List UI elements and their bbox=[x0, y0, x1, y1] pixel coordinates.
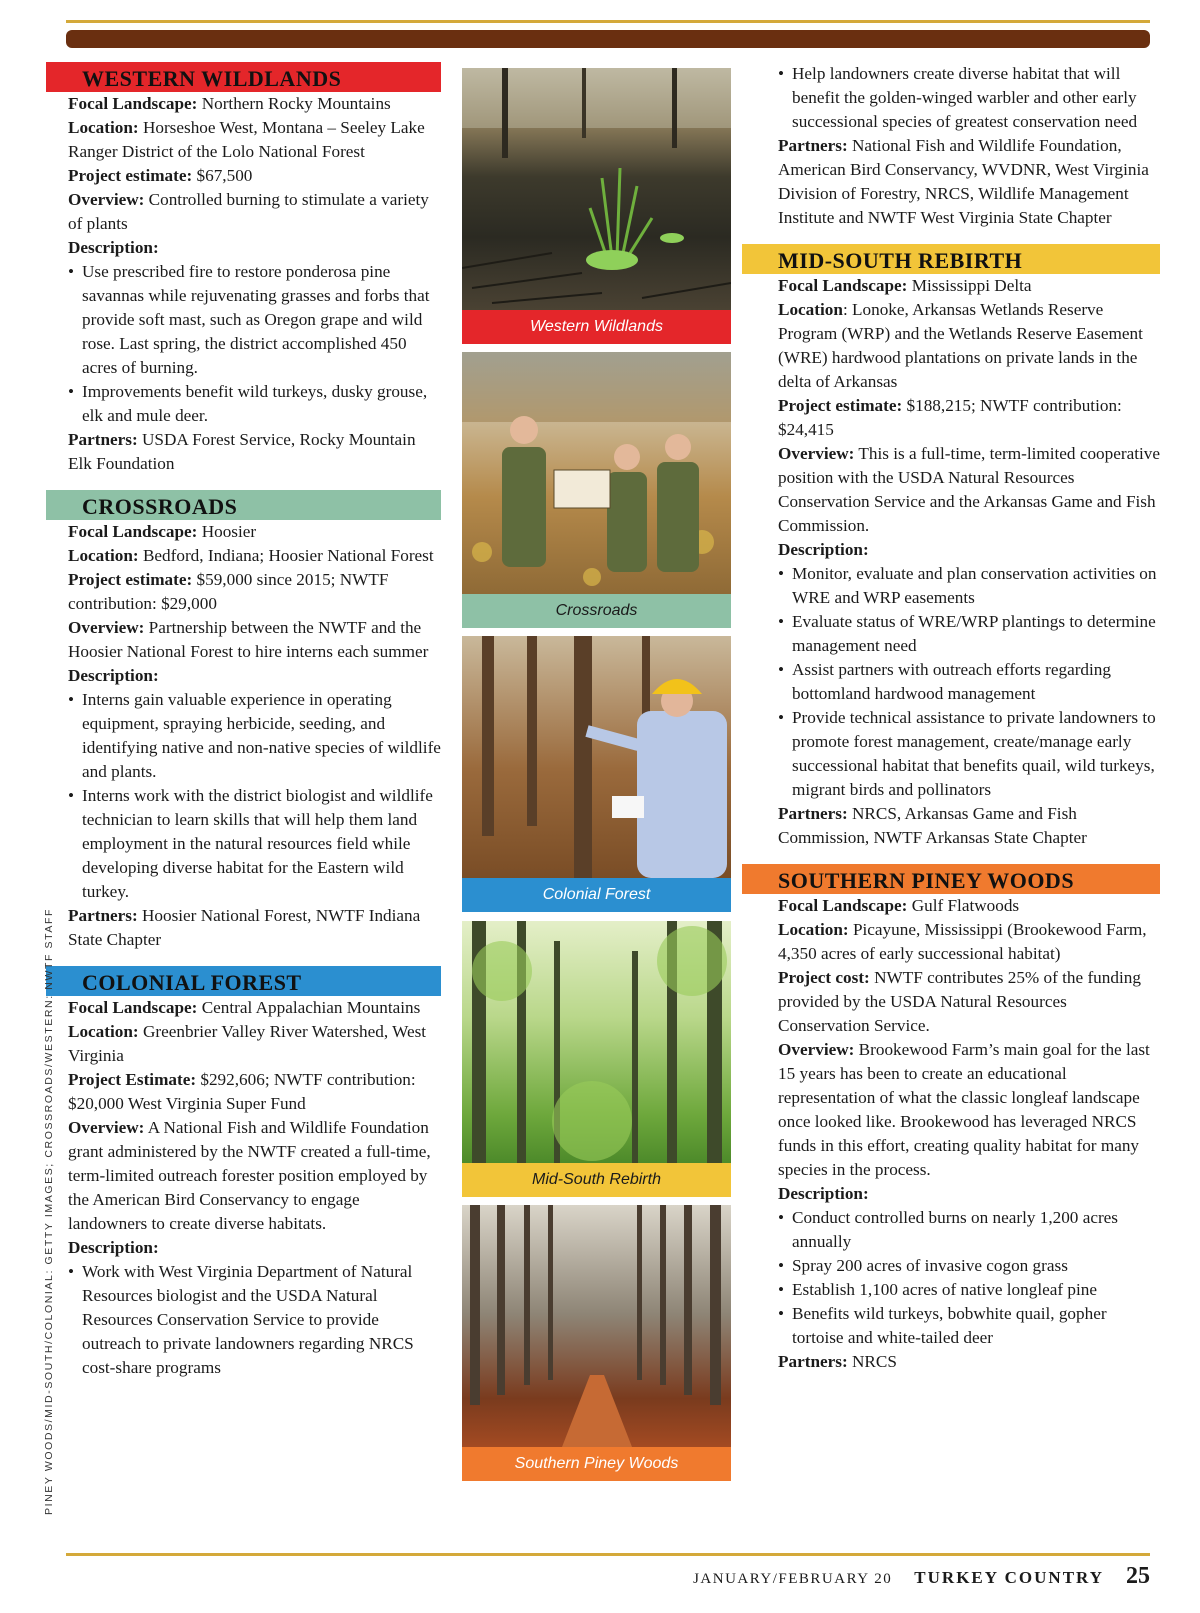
overview: Overview: This is a full-time, term-limited cooperative position with the USDA Natural Resources Conservation Service and the Arkansas Game and Fish Commission. bbox=[778, 444, 1160, 535]
interns-in-field-icon bbox=[462, 352, 731, 594]
list-item: • Assist partners with outreach efforts regarding bottomland hardwood management bbox=[778, 658, 1160, 706]
partners: Partners: NRCS, Arkansas Game and Fish Commission, NWTF Arkansas State Chapter bbox=[778, 804, 1087, 847]
description-label: Description: bbox=[68, 666, 159, 685]
description-list bbox=[68, 688, 441, 904]
description-label: Description: bbox=[778, 540, 869, 559]
burned-ground-sprouts-icon bbox=[462, 68, 731, 310]
focal-landscape: Focal Landscape: Mississippi Delta bbox=[778, 276, 1032, 295]
magazine-name: TURKEY COUNTRY bbox=[914, 1568, 1104, 1587]
photo-image bbox=[462, 1205, 731, 1447]
list-item: • Conduct controlled burns on nearly 1,200 acres annually bbox=[778, 1206, 1160, 1254]
list-item: • Help landowners create diverse habitat that will benefit the golden-winged warbler and other early successional species of greatest conservation need bbox=[778, 62, 1160, 134]
photo-crossroads bbox=[462, 352, 731, 628]
section-title-southern-piney-woods: SOUTHERN PINEY WOODS bbox=[742, 864, 1160, 894]
crossroads-body bbox=[46, 520, 441, 952]
photo-caption: Mid-South Rebirth bbox=[462, 1163, 731, 1197]
focal-landscape: Focal Landscape: Hoosier bbox=[68, 522, 257, 541]
page-footer bbox=[693, 1563, 1150, 1590]
pine-rows-icon bbox=[462, 1205, 731, 1447]
overview: Overview: Partnership between the NWTF and the Hoosier National Forest to hire interns each summer bbox=[68, 618, 429, 661]
partners: Partners: National Fish and Wildlife Foundation, American Bird Conservancy, WVDNR, West Virginia Division of Forestry, NRCS, Wildlife Management Institute and NWTF West Virginia State Chapter bbox=[778, 136, 1149, 227]
project-estimate: Project estimate: $67,500 bbox=[68, 166, 253, 185]
overview: Overview: Brookewood Farm’s main goal for the last 15 years has been to create an educational representation of what the classic longleaf landscape once looked like. Brookewood has leveraged NRCS funds in this effort, creating quality habitat for many species in the process. bbox=[778, 1040, 1150, 1179]
top-gold-rule bbox=[66, 20, 1150, 23]
description-list bbox=[68, 1260, 441, 1380]
right-column bbox=[760, 62, 1160, 1374]
section-title-mid-south-rebirth: MID-SOUTH REBIRTH bbox=[742, 244, 1160, 274]
photo-image bbox=[462, 68, 731, 310]
photo-mid-south-rebirth bbox=[462, 921, 731, 1197]
left-column bbox=[46, 62, 441, 1380]
list-item: • Work with West Virginia Department of Natural Resources biologist and the USDA Natural Resources Conservation Service to provide outreach to private landowners regarding NRCS cost-share programs bbox=[68, 1260, 441, 1380]
overview: Overview: A National Fish and Wildlife Foundation grant administered by the NWTF created a full-time, term-limited outreach forester position employed by the American Bird Conservancy to engage landowners to create diverse habitats. bbox=[68, 1118, 431, 1233]
green-forest-icon bbox=[462, 921, 731, 1163]
forester-with-tree-icon bbox=[462, 636, 731, 878]
description-list bbox=[68, 260, 441, 428]
colonial-forest-continued bbox=[760, 62, 1160, 230]
description-list bbox=[778, 1206, 1160, 1350]
photo-southern-piney-woods bbox=[462, 1205, 731, 1481]
list-item: • Establish 1,100 acres of native longleaf pine bbox=[778, 1278, 1160, 1302]
photo-image bbox=[462, 636, 731, 878]
location: Location: Greenbrier Valley River Watershed, West Virginia bbox=[68, 1022, 427, 1065]
colonial-forest-body bbox=[46, 996, 441, 1380]
photo-caption: Colonial Forest bbox=[462, 878, 731, 912]
description-label: Description: bbox=[778, 1184, 869, 1203]
focal-landscape: Focal Landscape: Central Appalachian Mountains bbox=[68, 998, 421, 1017]
photo-colonial-forest bbox=[462, 636, 731, 912]
section-title-western-wildlands: WESTERN WILDLANDS bbox=[46, 62, 441, 92]
location: Location: Horseshoe West, Montana – Seeley Lake Ranger District of the Lolo National Forest bbox=[68, 118, 425, 161]
partners: Partners: USDA Forest Service, Rocky Mountain Elk Foundation bbox=[68, 430, 416, 473]
page-number: 25 bbox=[1126, 1563, 1150, 1589]
mid-south-rebirth-body bbox=[760, 274, 1160, 850]
photo-credit: PINEY WOODS/MID-SOUTH/COLONIAL: GETTY IMAGES; CROSSROADS/WESTERN: NWTF STAFF bbox=[43, 908, 55, 1515]
partners: Partners: Hoosier National Forest, NWTF Indiana State Chapter bbox=[68, 906, 421, 949]
western-wildlands-body bbox=[46, 92, 441, 476]
photo-caption: Western Wildlands bbox=[462, 310, 731, 344]
issue-date: JANUARY/FEBRUARY 20 bbox=[693, 1571, 893, 1587]
focal-landscape: Focal Landscape: Northern Rocky Mountains bbox=[68, 94, 391, 113]
project-estimate: Project estimate: $188,215; NWTF contribution: $24,415 bbox=[778, 396, 1122, 439]
photo-image bbox=[462, 921, 731, 1163]
location: Location: Bedford, Indiana; Hoosier National Forest bbox=[68, 546, 434, 565]
list-item: • Improvements benefit wild turkeys, dusky grouse, elk and mule deer. bbox=[68, 380, 441, 428]
description-list bbox=[778, 62, 1160, 134]
project-cost: Project cost: NWTF contributes 25% of the funding provided by the USDA Natural Resources Conservation Service. bbox=[778, 968, 1141, 1035]
bottom-gold-rule bbox=[66, 1553, 1150, 1556]
list-item: • Evaluate status of WRE/WRP plantings to determine management need bbox=[778, 610, 1160, 658]
location: Location: Picayune, Mississippi (Brookewood Farm, 4,350 acres of early successional habitat) bbox=[778, 920, 1147, 963]
partners: Partners: NRCS bbox=[778, 1352, 897, 1371]
list-item: • Monitor, evaluate and plan conservation activities on WRE and WRP easements bbox=[778, 562, 1160, 610]
list-item: • Use prescribed fire to restore ponderosa pine savannas while rejuvenating grasses and forbs that provide soft mast, such as Oregon grape and wild rose. Last spring, the district accomplished 450 acres of burning. bbox=[68, 260, 441, 380]
overview: Overview: Controlled burning to stimulate a variety of plants bbox=[68, 190, 429, 233]
location: Location: Lonoke, Arkansas Wetlands Reserve Program (WRP) and the Wetlands Reserve Easement (WRE) hardwood plantations on private lands in the delta of Arkansas bbox=[778, 300, 1143, 391]
project-estimate: Project Estimate: $292,606; NWTF contribution: $20,000 West Virginia Super Fund bbox=[68, 1070, 416, 1113]
list-item: • Spray 200 acres of invasive cogon grass bbox=[778, 1254, 1160, 1278]
photo-caption: Crossroads bbox=[462, 594, 731, 628]
project-estimate: Project estimate: $59,000 since 2015; NWTF contribution: $29,000 bbox=[68, 570, 389, 613]
description-label: Description: bbox=[68, 238, 159, 257]
focal-landscape: Focal Landscape: Gulf Flatwoods bbox=[778, 896, 1020, 915]
list-item: • Benefits wild turkeys, bobwhite quail, gopher tortoise and white-tailed deer bbox=[778, 1302, 1160, 1350]
list-item: • Interns gain valuable experience in operating equipment, spraying herbicide, seeding, and identifying native and non-native species of wildlife and plants. bbox=[68, 688, 441, 784]
photo-western-wildlands bbox=[462, 68, 731, 344]
description-list bbox=[778, 562, 1160, 802]
section-title-crossroads: CROSSROADS bbox=[46, 490, 441, 520]
southern-piney-woods-body bbox=[760, 894, 1160, 1374]
section-title-colonial-forest: COLONIAL FOREST bbox=[46, 966, 441, 996]
list-item: • Provide technical assistance to private landowners to promote forest management, create/manage early successional habitat that benefits quail, wild turkeys, migrant birds and pollinators bbox=[778, 706, 1160, 802]
description-label: Description: bbox=[68, 1238, 159, 1257]
list-item: • Interns work with the district biologist and wildlife technician to learn skills that will help them land employment in the natural resources field while developing diverse habitat for the Eastern wild turkey. bbox=[68, 784, 441, 904]
photo-caption: Southern Piney Woods bbox=[462, 1447, 731, 1481]
top-brown-bar bbox=[66, 30, 1150, 48]
photo-image bbox=[462, 352, 731, 594]
